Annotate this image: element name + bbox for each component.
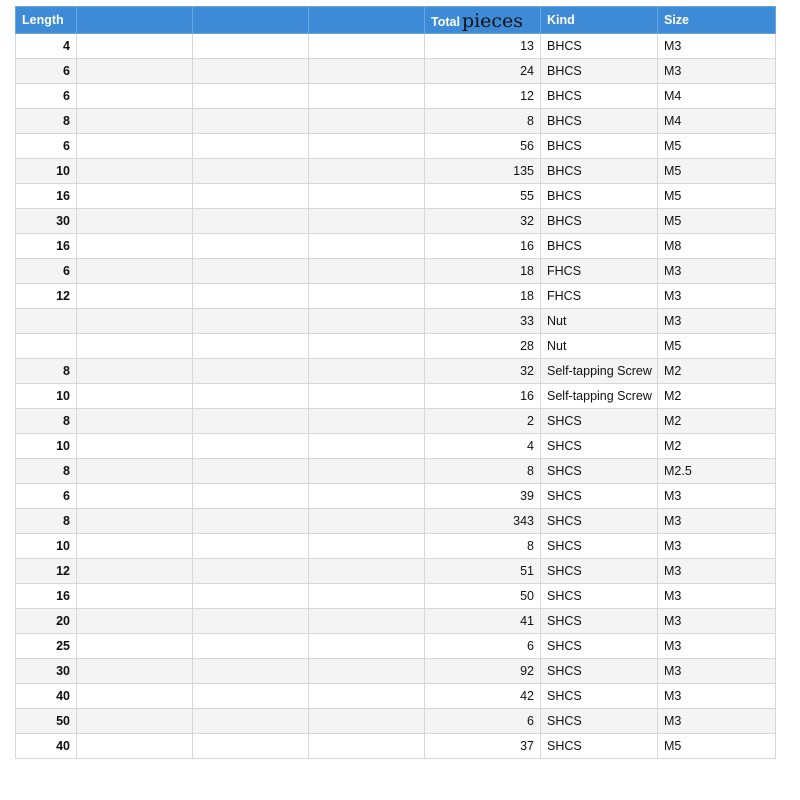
cell-total[interactable]: 41 — [425, 609, 541, 634]
cell-size[interactable]: M3 — [658, 484, 776, 509]
cell-kind[interactable]: SHCS — [541, 684, 658, 709]
column-header-blank-2[interactable] — [193, 7, 309, 34]
table-row — [16, 84, 776, 109]
cell-size[interactable]: M4 — [658, 109, 776, 134]
cell-total[interactable]: 8 — [425, 534, 541, 559]
cell-kind[interactable]: SHCS — [541, 484, 658, 509]
cell-empty[interactable] — [193, 109, 309, 134]
cell-total[interactable]: 2 — [425, 409, 541, 434]
cell-size[interactable]: M5 — [658, 734, 776, 759]
cell-size[interactable]: M5 — [658, 159, 776, 184]
cell-empty[interactable] — [193, 134, 309, 159]
cell-empty[interactable] — [193, 634, 309, 659]
table-row — [16, 734, 776, 759]
cell-empty[interactable] — [193, 534, 309, 559]
cell-length[interactable]: 16 — [16, 184, 77, 209]
table-row — [16, 534, 776, 559]
cell-total[interactable]: 39 — [425, 484, 541, 509]
cell-kind[interactable]: SHCS — [541, 609, 658, 634]
cell-empty[interactable] — [77, 334, 193, 359]
cell-empty[interactable] — [193, 259, 309, 284]
cell-empty[interactable] — [77, 309, 193, 334]
cell-empty[interactable] — [77, 709, 193, 734]
cell-size[interactable]: M3 — [658, 284, 776, 309]
cell-size[interactable]: M3 — [658, 309, 776, 334]
cell-total[interactable]: 24 — [425, 59, 541, 84]
cell-empty[interactable] — [193, 359, 309, 384]
cell-kind[interactable]: BHCS — [541, 109, 658, 134]
cell-total[interactable]: 56 — [425, 134, 541, 159]
table-row — [16, 459, 776, 484]
cell-empty[interactable] — [77, 609, 193, 634]
cell-empty[interactable] — [309, 709, 425, 734]
cell-total[interactable]: 16 — [425, 234, 541, 259]
cell-length[interactable]: 8 — [16, 509, 77, 534]
column-header-kind[interactable]: Kind — [541, 7, 658, 34]
cell-size[interactable]: M3 — [658, 684, 776, 709]
cell-kind[interactable]: BHCS — [541, 234, 658, 259]
cell-empty[interactable] — [193, 409, 309, 434]
cell-empty[interactable] — [77, 559, 193, 584]
cell-empty[interactable] — [309, 309, 425, 334]
cell-empty[interactable] — [193, 659, 309, 684]
cell-kind[interactable]: FHCS — [541, 259, 658, 284]
cell-empty[interactable] — [77, 109, 193, 134]
table-row — [16, 259, 776, 284]
cell-empty[interactable] — [309, 534, 425, 559]
cell-size[interactable]: M2 — [658, 384, 776, 409]
table-row — [16, 209, 776, 234]
cell-empty[interactable] — [77, 284, 193, 309]
cell-empty[interactable] — [193, 684, 309, 709]
cell-empty[interactable] — [77, 634, 193, 659]
cell-empty[interactable] — [309, 334, 425, 359]
cell-empty[interactable] — [77, 484, 193, 509]
cell-length[interactable]: 10 — [16, 159, 77, 184]
cell-kind[interactable]: SHCS — [541, 734, 658, 759]
table-row — [16, 59, 776, 84]
cell-empty[interactable] — [193, 734, 309, 759]
cell-kind[interactable]: SHCS — [541, 459, 658, 484]
cell-length[interactable]: 6 — [16, 484, 77, 509]
column-header-length[interactable]: Length — [16, 7, 77, 34]
cell-kind[interactable]: Nut — [541, 309, 658, 334]
cell-empty[interactable] — [77, 684, 193, 709]
cell-total[interactable]: 4 — [425, 434, 541, 459]
cell-size[interactable]: M2 — [658, 409, 776, 434]
cell-length[interactable]: 30 — [16, 209, 77, 234]
cell-total[interactable]: 55 — [425, 184, 541, 209]
hardware-table — [15, 6, 776, 759]
cell-empty[interactable] — [309, 184, 425, 209]
cell-kind[interactable]: BHCS — [541, 59, 658, 84]
cell-total[interactable]: 92 — [425, 659, 541, 684]
table-body — [16, 34, 776, 759]
cell-kind[interactable]: BHCS — [541, 84, 658, 109]
table-row — [16, 234, 776, 259]
cell-length[interactable]: 12 — [16, 559, 77, 584]
cell-total[interactable]: 37 — [425, 734, 541, 759]
cell-length[interactable]: 4 — [16, 34, 77, 59]
cell-empty[interactable] — [77, 509, 193, 534]
cell-size[interactable]: M3 — [658, 534, 776, 559]
table-row — [16, 659, 776, 684]
cell-empty[interactable] — [77, 234, 193, 259]
column-header-total[interactable] — [425, 7, 541, 34]
table-row — [16, 384, 776, 409]
cell-empty[interactable] — [309, 509, 425, 534]
cell-empty[interactable] — [309, 284, 425, 309]
cell-empty[interactable] — [193, 184, 309, 209]
table-row — [16, 484, 776, 509]
cell-size[interactable]: M3 — [658, 34, 776, 59]
cell-empty[interactable] — [309, 109, 425, 134]
cell-length[interactable]: 16 — [16, 584, 77, 609]
cell-kind[interactable]: SHCS — [541, 434, 658, 459]
cell-length[interactable]: 40 — [16, 734, 77, 759]
cell-kind[interactable]: BHCS — [541, 209, 658, 234]
cell-empty[interactable] — [193, 234, 309, 259]
cell-empty[interactable] — [309, 209, 425, 234]
cell-empty[interactable] — [193, 284, 309, 309]
cell-empty[interactable] — [309, 584, 425, 609]
cell-empty[interactable] — [309, 659, 425, 684]
cell-empty[interactable] — [309, 359, 425, 384]
cell-empty[interactable] — [77, 384, 193, 409]
cell-empty[interactable] — [193, 209, 309, 234]
table-row — [16, 709, 776, 734]
cell-size[interactable]: M3 — [658, 509, 776, 534]
cell-empty[interactable] — [193, 384, 309, 409]
cell-empty[interactable] — [193, 584, 309, 609]
cell-kind[interactable]: SHCS — [541, 534, 658, 559]
cell-kind[interactable]: SHCS — [541, 509, 658, 534]
cell-empty[interactable] — [309, 59, 425, 84]
cell-total[interactable]: 42 — [425, 684, 541, 709]
cell-length[interactable]: 40 — [16, 684, 77, 709]
cell-total[interactable]: 50 — [425, 584, 541, 609]
table-row — [16, 309, 776, 334]
cell-size[interactable]: M3 — [658, 634, 776, 659]
cell-kind[interactable]: SHCS — [541, 559, 658, 584]
cell-empty[interactable] — [309, 434, 425, 459]
cell-empty[interactable] — [193, 84, 309, 109]
cell-length[interactable]: 8 — [16, 109, 77, 134]
cell-length[interactable]: 25 — [16, 634, 77, 659]
cell-total[interactable]: 12 — [425, 84, 541, 109]
column-header-blank-3[interactable] — [309, 7, 425, 34]
cell-length[interactable]: 10 — [16, 434, 77, 459]
cell-empty[interactable] — [309, 259, 425, 284]
cell-empty[interactable] — [309, 559, 425, 584]
column-header-blank-1[interactable] — [77, 7, 193, 34]
cell-length[interactable]: 8 — [16, 409, 77, 434]
cell-total[interactable]: 18 — [425, 284, 541, 309]
cell-length[interactable]: 12 — [16, 284, 77, 309]
cell-size[interactable]: M3 — [658, 659, 776, 684]
cell-empty[interactable] — [193, 59, 309, 84]
cell-length[interactable]: 6 — [16, 134, 77, 159]
table-row — [16, 109, 776, 134]
cell-empty[interactable] — [309, 684, 425, 709]
table-row — [16, 584, 776, 609]
table-row — [16, 159, 776, 184]
cell-total[interactable]: 18 — [425, 259, 541, 284]
cell-total[interactable]: 13 — [425, 34, 541, 59]
cell-empty[interactable] — [77, 159, 193, 184]
table-row — [16, 359, 776, 384]
cell-size[interactable]: M2 — [658, 359, 776, 384]
cell-total[interactable]: 33 — [425, 309, 541, 334]
cell-empty[interactable] — [309, 609, 425, 634]
cell-size[interactable]: M2 — [658, 434, 776, 459]
cell-empty[interactable] — [77, 734, 193, 759]
cell-size[interactable]: M4 — [658, 84, 776, 109]
cell-empty[interactable] — [309, 159, 425, 184]
cell-empty[interactable] — [77, 84, 193, 109]
cell-empty[interactable] — [309, 84, 425, 109]
table-row — [16, 184, 776, 209]
cell-kind[interactable]: BHCS — [541, 34, 658, 59]
cell-kind[interactable]: SHCS — [541, 659, 658, 684]
cell-empty[interactable] — [309, 384, 425, 409]
cell-empty[interactable] — [193, 159, 309, 184]
cell-empty[interactable] — [77, 459, 193, 484]
cell-total[interactable]: 16 — [425, 384, 541, 409]
cell-length[interactable]: 16 — [16, 234, 77, 259]
cell-empty[interactable] — [309, 134, 425, 159]
cell-length[interactable]: 20 — [16, 609, 77, 634]
cell-empty[interactable] — [193, 509, 309, 534]
cell-total[interactable]: 8 — [425, 109, 541, 134]
cell-size[interactable]: M5 — [658, 184, 776, 209]
cell-empty[interactable] — [309, 234, 425, 259]
cell-empty[interactable] — [77, 409, 193, 434]
cell-length[interactable]: 8 — [16, 459, 77, 484]
cell-empty[interactable] — [77, 59, 193, 84]
cell-empty[interactable] — [309, 484, 425, 509]
cell-total[interactable]: 6 — [425, 634, 541, 659]
table-row — [16, 34, 776, 59]
cell-total[interactable]: 343 — [425, 509, 541, 534]
cell-total[interactable]: 32 — [425, 359, 541, 384]
cell-empty[interactable] — [77, 359, 193, 384]
cell-total[interactable]: 32 — [425, 209, 541, 234]
cell-total[interactable]: 51 — [425, 559, 541, 584]
table-row — [16, 284, 776, 309]
table-row — [16, 684, 776, 709]
table-row — [16, 509, 776, 534]
cell-empty[interactable] — [193, 609, 309, 634]
cell-empty[interactable] — [77, 434, 193, 459]
cell-size[interactable]: M2.5 — [658, 459, 776, 484]
cell-size[interactable]: M3 — [658, 559, 776, 584]
cell-empty[interactable] — [77, 34, 193, 59]
cell-empty[interactable] — [77, 259, 193, 284]
cell-empty[interactable] — [193, 309, 309, 334]
cell-length[interactable]: 10 — [16, 384, 77, 409]
table-row — [16, 334, 776, 359]
cell-empty[interactable] — [193, 434, 309, 459]
cell-size[interactable]: M3 — [658, 259, 776, 284]
cell-length[interactable]: 6 — [16, 259, 77, 284]
cell-empty[interactable] — [77, 209, 193, 234]
cell-length[interactable]: 30 — [16, 659, 77, 684]
cell-size[interactable]: M3 — [658, 709, 776, 734]
cell-length[interactable] — [16, 334, 77, 359]
cell-length[interactable]: 8 — [16, 359, 77, 384]
cell-kind[interactable]: BHCS — [541, 184, 658, 209]
cell-kind[interactable]: Self-tapping Screw — [541, 384, 658, 409]
cell-empty[interactable] — [77, 134, 193, 159]
table-row — [16, 134, 776, 159]
cell-kind[interactable]: BHCS — [541, 159, 658, 184]
header-row — [16, 7, 776, 34]
table-row — [16, 634, 776, 659]
cell-empty[interactable] — [193, 334, 309, 359]
cell-kind[interactable]: SHCS — [541, 634, 658, 659]
cell-empty[interactable] — [193, 34, 309, 59]
cell-length[interactable] — [16, 309, 77, 334]
cell-empty[interactable] — [193, 709, 309, 734]
cell-size[interactable]: M3 — [658, 59, 776, 84]
column-header-size[interactable]: Size — [658, 7, 776, 34]
cell-empty[interactable] — [309, 634, 425, 659]
cell-kind[interactable]: SHCS — [541, 409, 658, 434]
cell-empty[interactable] — [193, 559, 309, 584]
cell-size[interactable]: M5 — [658, 209, 776, 234]
cell-size[interactable]: M3 — [658, 609, 776, 634]
table-row — [16, 434, 776, 459]
cell-length[interactable]: 6 — [16, 84, 77, 109]
cell-empty[interactable] — [309, 459, 425, 484]
cell-empty[interactable] — [193, 459, 309, 484]
cell-empty[interactable] — [77, 659, 193, 684]
cell-length[interactable]: 50 — [16, 709, 77, 734]
cell-kind[interactable]: Self-tapping Screw — [541, 359, 658, 384]
cell-total[interactable]: 28 — [425, 334, 541, 359]
cell-total[interactable]: 6 — [425, 709, 541, 734]
cell-size[interactable]: M3 — [658, 584, 776, 609]
column-header-total-label: Total — [431, 15, 460, 29]
cell-kind[interactable]: BHCS — [541, 134, 658, 159]
table-row — [16, 409, 776, 434]
cell-empty[interactable] — [77, 184, 193, 209]
cell-kind[interactable]: Nut — [541, 334, 658, 359]
cell-empty[interactable] — [193, 484, 309, 509]
table-row — [16, 559, 776, 584]
cell-length[interactable]: 6 — [16, 59, 77, 84]
cell-empty[interactable] — [309, 409, 425, 434]
cell-total[interactable]: 135 — [425, 159, 541, 184]
cell-empty[interactable] — [77, 534, 193, 559]
cell-empty[interactable] — [309, 734, 425, 759]
cell-size[interactable]: M8 — [658, 234, 776, 259]
cell-empty[interactable] — [309, 34, 425, 59]
table-row — [16, 609, 776, 634]
cell-size[interactable]: M5 — [658, 134, 776, 159]
column-header-total-annotation: pieces — [461, 10, 524, 32]
cell-kind[interactable]: SHCS — [541, 709, 658, 734]
cell-kind[interactable]: FHCS — [541, 284, 658, 309]
cell-kind[interactable]: SHCS — [541, 584, 658, 609]
cell-empty[interactable] — [77, 584, 193, 609]
cell-total[interactable]: 8 — [425, 459, 541, 484]
cell-length[interactable]: 10 — [16, 534, 77, 559]
cell-size[interactable]: M5 — [658, 334, 776, 359]
